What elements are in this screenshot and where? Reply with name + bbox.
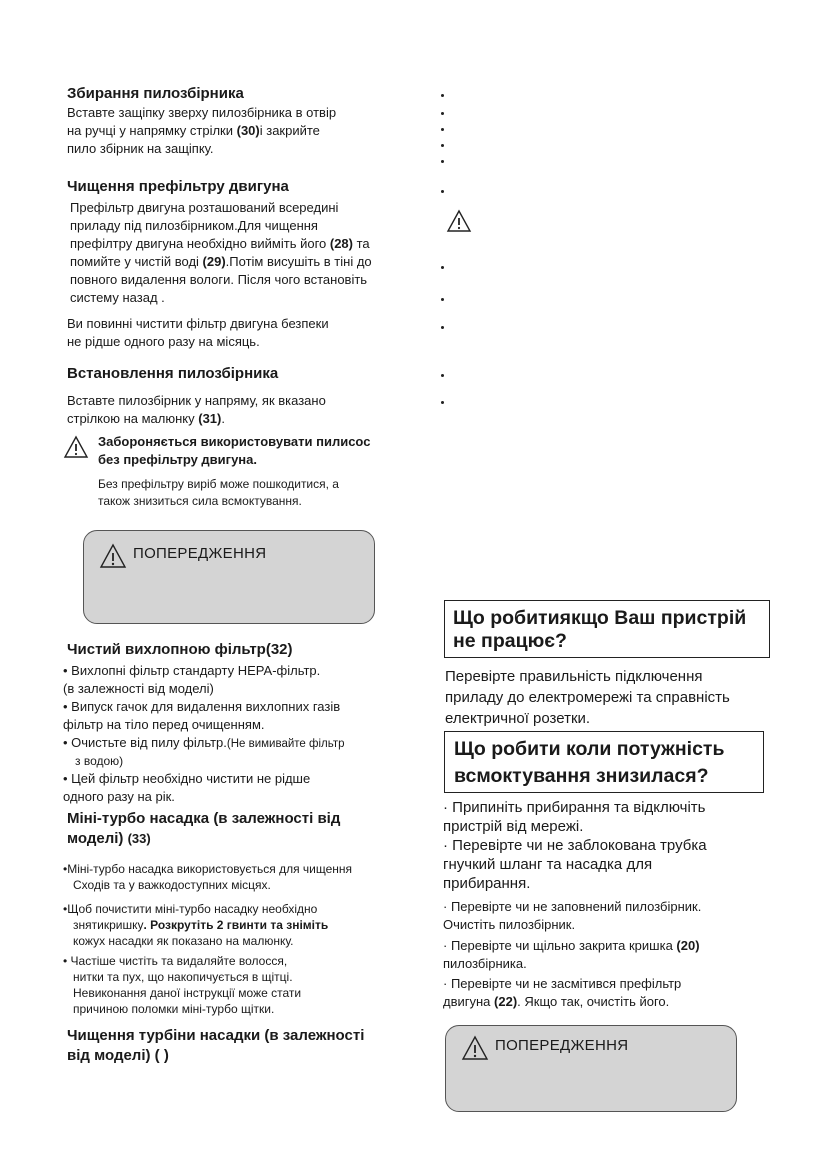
miniturbo-title-2: моделі) (33) <box>67 830 151 847</box>
exhaust-bullet-4a: • Цей фільтр необхідно чистити не рідше <box>63 771 311 786</box>
exhaust-bullet-1a: • Вихлопні фільтр стандарту НЕРА-фільтр. <box>63 663 321 678</box>
not-working-title-1: Що робитиякщо Ваш пристрій <box>453 607 747 629</box>
prefilter-line-6: систему назад . <box>70 290 165 305</box>
not-working-title-2: не працює? <box>453 630 567 652</box>
install-warning-2: без префільтру двигуна. <box>98 452 258 467</box>
install-title: Встановлення пилозбірника <box>67 365 279 382</box>
bullet-dot <box>441 144 444 147</box>
miniturbo-bullet-3b: нитки та пух, що накопичується в щітці. <box>73 970 293 984</box>
exhaust-bullet-3a: • Очистьте від пилу фільтр.(Не вимивайте фільтр <box>63 735 345 750</box>
bullet-dot <box>441 401 444 404</box>
bullet-dot <box>441 266 444 269</box>
suction-box <box>444 731 764 793</box>
exhaust-title: Чистий вихлопною фільтр(32) <box>67 641 293 658</box>
exhaust-bullet-2b: фільтр на тіло перед очищенням. <box>63 717 265 732</box>
turbine-title-2: від моделі) ( ) <box>67 1047 169 1064</box>
exhaust-bullet-1b: (в залежності від моделі) <box>63 681 214 696</box>
warning-triangle-icon <box>462 1036 488 1060</box>
miniturbo-bullet-3a: • Частіше чистіть та видаляйте волосся, <box>63 954 288 968</box>
assembly-line-1: Вставте защіпку зверху пилозбірника в отвір <box>67 105 337 120</box>
prefilter-line-4: помийте у чистій воді (29).Потім висушіть в тіні до <box>70 254 372 269</box>
warning-box-right <box>445 1025 737 1112</box>
exhaust-bullet-4b: одного разу на рік. <box>63 789 175 804</box>
suction-bullet-2a: · Перевірте чи не заблокована трубка <box>443 837 707 854</box>
miniturbo-bullet-1a: •Міні-турбо насадка використовується для чищення <box>63 862 353 876</box>
not-working-line-1: Перевірте правильність підключення <box>445 668 703 685</box>
miniturbo-title-1: Міні-турбо насадка (в залежності від <box>67 810 341 827</box>
assembly-title: Збирання пилозбірника <box>67 85 244 102</box>
bullet-dot <box>441 298 444 301</box>
bullet-dot <box>441 94 444 97</box>
warning-label: ПОПЕРЕДЖЕННЯ <box>495 1037 629 1054</box>
warning-triangle-icon <box>64 436 88 458</box>
bullet-dot <box>441 112 444 115</box>
exhaust-bullet-2a: • Випуск гачок для видалення вихлопних газів <box>63 699 341 714</box>
bullet-dot <box>441 190 444 193</box>
prefilter-line-3: префілтру двигуна необхідно вийміть його (28) та <box>70 236 370 251</box>
suction-bullet-4a: · Перевірте чи щільно закрита кришка (20) <box>443 938 700 953</box>
warning-label: ПОПЕРЕДЖЕННЯ <box>133 545 267 562</box>
suction-bullet-1b: пристрій від мережі. <box>443 818 584 835</box>
suction-bullet-2b: гнучкий шланг та насадка для <box>443 856 653 873</box>
install-warning-1: Забороняється використовувати пилисос <box>98 434 371 449</box>
install-line-2: стрілкою на малюнку (31). <box>67 411 225 426</box>
prefilter-title: Чищення префільтру двигуна <box>67 178 289 195</box>
exhaust-bullet-3b: з водою) <box>75 754 124 768</box>
suction-bullet-1a: · Припиніть прибирання та відключіть <box>443 799 706 816</box>
suction-bullet-3a: · Перевірте чи не заповнений пилозбірник. <box>443 899 702 914</box>
not-working-line-3: електричної розетки. <box>445 710 591 727</box>
warning-triangle-icon <box>447 210 471 232</box>
miniturbo-bullet-2b: знятикришку. Розкрутіть 2 гвинти та зніміть <box>73 918 329 932</box>
assembly-line-2: на ручці у напрямку стрілки (30)і закрийте <box>67 123 320 138</box>
not-working-line-2: приладу до електромережі та справність <box>445 689 730 706</box>
prefilter-line-2: приладу під пилозбірником.Для чищення <box>70 218 318 233</box>
suction-bullet-5a: · Перевірте чи не засмітився префільтр <box>443 976 682 991</box>
install-warning-note-2: також знизиться сила всмоктування. <box>98 494 302 508</box>
turbine-title-1: Чищення турбіни насадки (в залежності <box>67 1027 365 1044</box>
miniturbo-bullet-2c: кожух насадки як показано на малюнку. <box>73 934 294 948</box>
suction-title-2: всмоктування знизилася? <box>454 765 709 787</box>
warning-box-left <box>83 530 375 624</box>
install-warning-note-1: Без префільтру виріб може пошкодитися, а <box>98 477 339 491</box>
not-working-box <box>444 600 770 658</box>
prefilter-note-1: Ви повинні чистити фільтр двигуна безпеки <box>67 316 329 331</box>
bullet-dot <box>441 160 444 163</box>
suction-bullet-5b: двигуна (22). Якщо так, очистіть його. <box>443 994 670 1009</box>
suction-bullet-3b: Очистіть пилозбірник. <box>443 917 576 932</box>
prefilter-line-1: Префільтр двигуна розташований всередині <box>70 200 339 215</box>
bullet-dot <box>441 326 444 329</box>
miniturbo-bullet-2a: •Щоб почистити міні-турбо насадку необхідно <box>63 902 318 916</box>
warning-triangle-icon <box>100 544 126 568</box>
miniturbo-bullet-3c: Невиконання даної інструкції може стати <box>73 986 302 1000</box>
install-line-1: Вставте пилозбірник у напряму, як вказано <box>67 393 326 408</box>
bullet-dot <box>441 374 444 377</box>
miniturbo-bullet-1b: Сходів та у важкодоступних місцях. <box>73 878 271 892</box>
suction-bullet-4b: пилозбірника. <box>443 956 527 971</box>
miniturbo-bullet-3d: причиною поломки міні-турбо щітки. <box>73 1002 275 1016</box>
suction-title-1: Що робити коли потужність <box>454 738 725 760</box>
suction-bullet-2c: прибирання. <box>443 875 531 892</box>
prefilter-line-5: повного видалення вологи. Після чого встановіть <box>70 272 368 287</box>
bullet-dot <box>441 128 444 131</box>
prefilter-note-2: не рідше одного разу на місяць. <box>67 334 260 349</box>
assembly-line-3: пило збірник на защіпку. <box>67 141 214 156</box>
